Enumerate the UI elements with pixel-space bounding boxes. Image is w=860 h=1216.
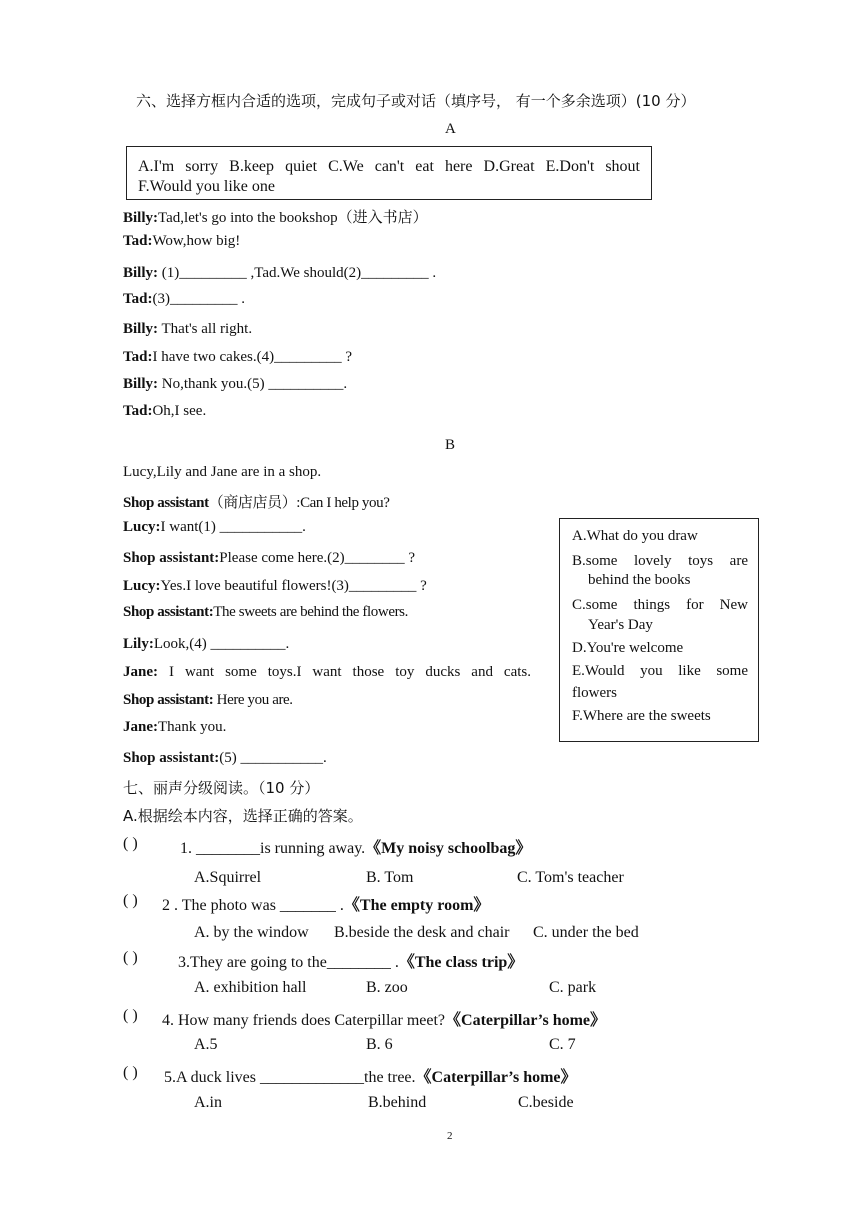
- dialogue-line: [123, 321, 252, 338]
- speaker: Jane:: [123, 719, 158, 735]
- dialogue-line: [123, 604, 408, 621]
- question-text: 3.They are going to the________ .: [178, 954, 399, 971]
- section6-heading: 六、选择方框内合适的选项，完成句子或对话（填序号， 有一个多余选项）(10 分）: [136, 92, 696, 110]
- dialogue-line: [123, 519, 306, 536]
- option-item: D.You're welcome: [572, 640, 684, 656]
- line-text: (1)_________ ,Tad.We should(2)_________ .: [158, 265, 437, 281]
- part-b-options-box: [559, 518, 759, 742]
- book-title: 《The empty room》: [343, 897, 490, 914]
- answer-paren[interactable]: ( ): [123, 1064, 138, 1081]
- speaker: Shop assistant:: [123, 750, 220, 766]
- choice-a: A. exhibition hall: [194, 979, 307, 996]
- line-text: Tad,let's go into the bookshop（进入书店）: [158, 210, 428, 226]
- speaker: Tad:: [123, 349, 153, 365]
- line-text: (5) ___________.: [219, 750, 327, 766]
- answer-paren[interactable]: ( ): [123, 835, 138, 852]
- speaker: Shop assistant:: [123, 604, 214, 620]
- speaker: Billy:: [123, 210, 159, 226]
- choice-c: C. under the bed: [533, 924, 639, 941]
- line-text: No,thank you.(5) __________.: [158, 376, 348, 392]
- line-text: Please come here.(2)________ ?: [219, 550, 416, 566]
- line-text: The sweets are behind the flowers.: [213, 604, 408, 620]
- speaker: Jane:: [123, 664, 158, 680]
- line-text: (3)_________ .: [152, 291, 245, 307]
- speaker: Billy:: [123, 321, 159, 337]
- question-text: 2 . The photo was _______ .: [162, 897, 344, 914]
- speaker: Billy:: [123, 265, 159, 281]
- choice-a: A.5: [194, 1036, 218, 1053]
- choice-b: B. 6: [366, 1036, 393, 1053]
- section7-heading: 七、丽声分级阅读。（10 分）: [123, 779, 320, 797]
- question-4: [162, 1007, 606, 1030]
- dialogue-line: [123, 349, 352, 366]
- option-item: Year's Day: [588, 617, 653, 633]
- part-a-options-line1: A.I'm sorry B.keep quiet C.We can't eat here D.Great E.Don't shout: [138, 158, 640, 175]
- speaker: Lucy:: [123, 519, 161, 535]
- line-text: Look,(4) __________.: [153, 636, 290, 652]
- dialogue-line: [123, 491, 389, 512]
- speaker: Shop assistant:: [123, 692, 214, 708]
- question-text: 1. ________is running away.: [180, 840, 366, 857]
- part-b-intro: Lucy,Lily and Jane are in a shop.: [123, 464, 322, 480]
- option-item: behind the books: [588, 572, 691, 588]
- line-text: Thank you.: [158, 719, 227, 735]
- choice-a: A.in: [194, 1094, 222, 1111]
- dialogue-line: [123, 636, 289, 653]
- line-text: That's all right.: [158, 321, 253, 337]
- choice-c: C. park: [549, 979, 597, 996]
- question-text: 4. How many friends does Caterpillar meet?: [162, 1012, 446, 1029]
- book-title: 《Caterpillar’s home》: [445, 1012, 607, 1029]
- dialogue-line: [123, 206, 428, 227]
- part-a-options-line2: F.Would you like one: [138, 178, 275, 195]
- speaker: Lucy:: [123, 578, 161, 594]
- answer-paren[interactable]: ( ): [123, 892, 138, 909]
- choice-a: A.Squirrel: [194, 869, 262, 886]
- page-number: 2: [447, 1130, 453, 1142]
- speaker: Lily:: [123, 636, 154, 652]
- line-text: I have two cakes.(4)_________ ?: [152, 349, 352, 365]
- speaker: Shop assistant:: [123, 550, 220, 566]
- section7-subheading: A.根据绘本内容，选择正确的答案。: [123, 807, 363, 825]
- dialogue-line: [123, 291, 245, 308]
- part-a-label: A: [445, 121, 456, 137]
- line-text: Oh,I see.: [152, 403, 207, 419]
- dialogue-line: [123, 403, 206, 420]
- dialogue-line: [123, 265, 436, 282]
- choice-c: C.beside: [518, 1094, 574, 1111]
- option-item: B.some lovely toys are: [572, 553, 748, 569]
- answer-paren[interactable]: ( ): [123, 1007, 138, 1024]
- option-item: flowers: [572, 685, 617, 701]
- choice-b: B. zoo: [366, 979, 408, 996]
- dialogue-line: [123, 376, 347, 393]
- speaker: Tad:: [123, 403, 153, 419]
- line-text: Wow,how big!: [152, 233, 241, 249]
- speaker: Billy:: [123, 376, 159, 392]
- dialogue-line: [123, 578, 427, 595]
- dialogue-line: [123, 750, 327, 767]
- choice-c: C. Tom's teacher: [517, 869, 624, 886]
- speaker: Tad:: [123, 291, 153, 307]
- question-5: [164, 1064, 577, 1087]
- option-item: F.Where are the sweets: [572, 708, 711, 724]
- line-text: I want(1) ___________.: [160, 519, 306, 535]
- part-b-label: B: [445, 437, 456, 453]
- dialogue-line: [123, 550, 415, 567]
- question-text: 5.A duck lives _____________the tree.: [164, 1069, 416, 1086]
- question-3: [178, 949, 523, 972]
- question-1: [180, 835, 531, 858]
- book-title: 《Caterpillar’s home》: [415, 1069, 577, 1086]
- option-item: C.some things for New: [572, 597, 748, 613]
- choice-b: B.beside the desk and chair: [334, 924, 510, 941]
- dialogue-line: [123, 233, 240, 250]
- choice-b: B. Tom: [366, 869, 414, 886]
- choice-a: A. by the window: [194, 924, 309, 941]
- choice-b: B.behind: [368, 1094, 427, 1111]
- part-a-options-box: [126, 146, 652, 200]
- book-title: 《The class trip》: [398, 954, 524, 971]
- dialogue-line: [123, 719, 226, 736]
- dialogue-line: [123, 692, 293, 709]
- option-item: A.What do you draw: [572, 528, 698, 544]
- answer-paren[interactable]: ( ): [123, 949, 138, 966]
- line-text: （商店店员）:Can I help you?: [208, 495, 390, 511]
- option-item: E.Would you like some: [572, 663, 748, 679]
- question-2: [162, 892, 489, 915]
- line-text: Here you are.: [213, 692, 293, 708]
- dialogue-line: [123, 664, 531, 681]
- line-text: Yes.I love beautiful flowers!(3)_________ ?: [160, 578, 427, 594]
- choice-c: C. 7: [549, 1036, 576, 1053]
- speaker: Tad:: [123, 233, 153, 249]
- book-title: 《My noisy schoolbag》: [365, 840, 532, 857]
- line-text: I want some toys.I want those toy ducks and cats.: [158, 664, 531, 680]
- speaker: Shop assistant: [123, 495, 209, 511]
